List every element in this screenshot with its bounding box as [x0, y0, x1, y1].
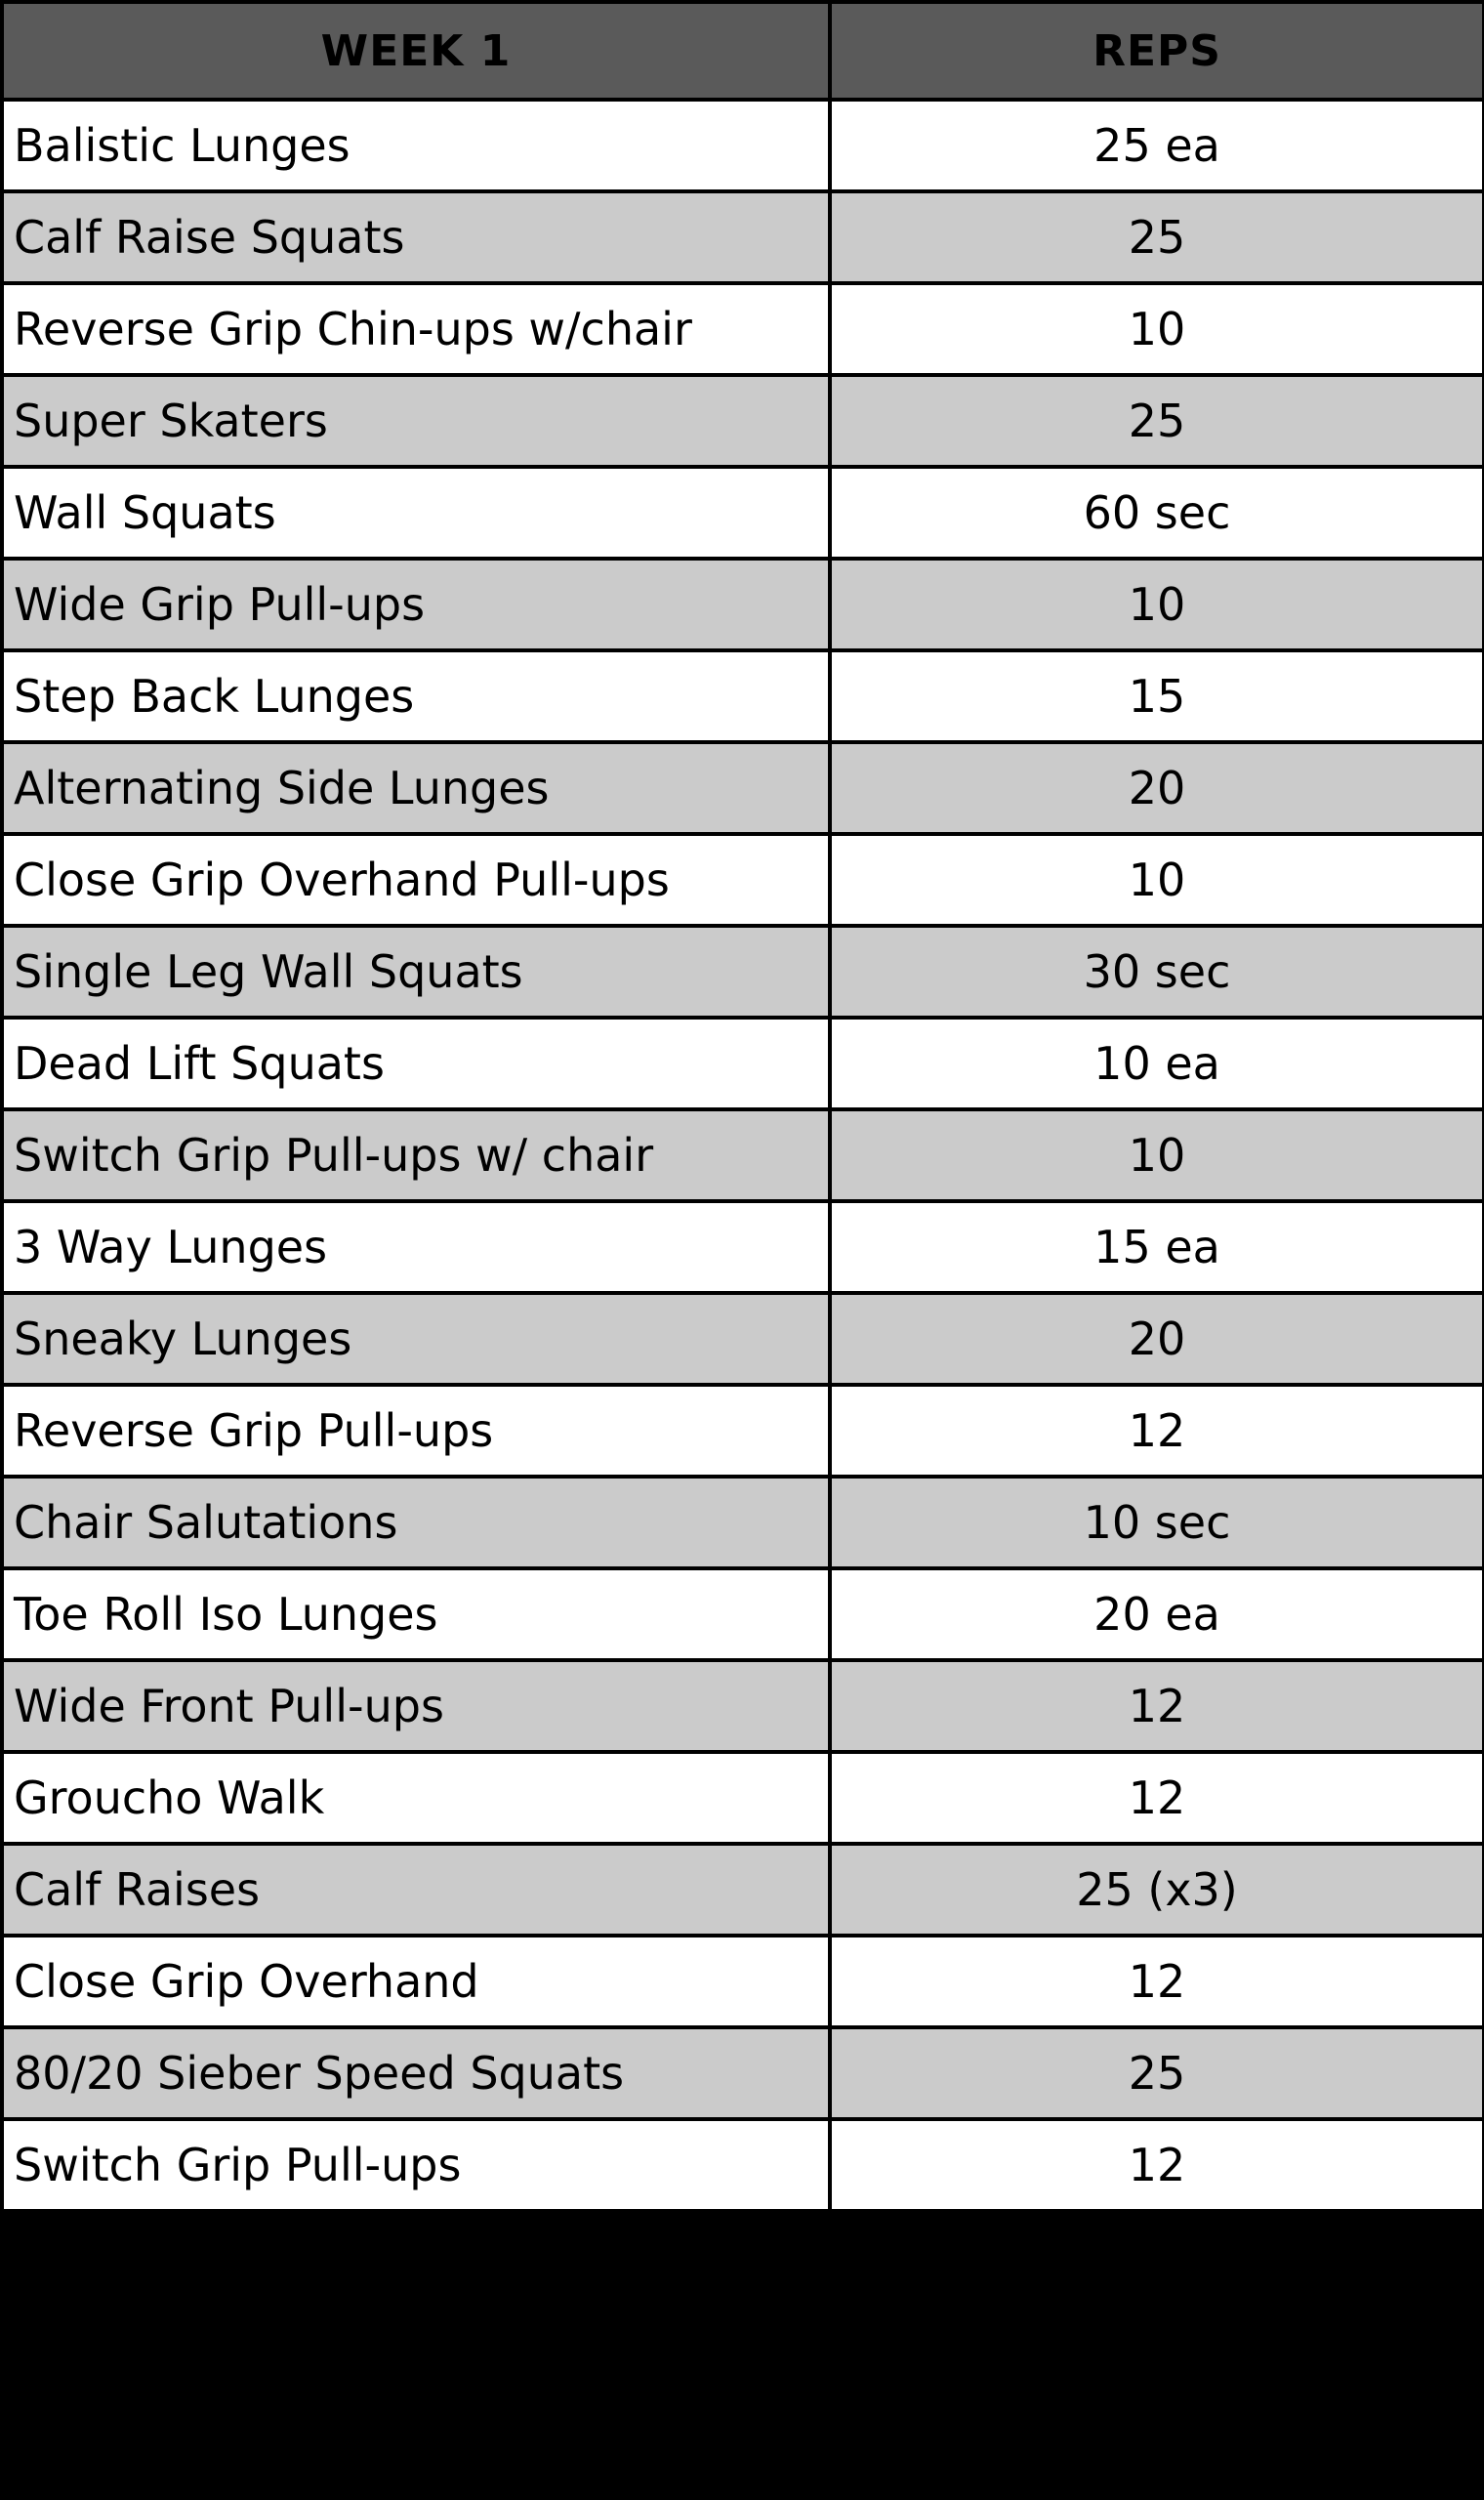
- exercise-cell: Switch Grip Pull-ups w/ chair: [2, 1109, 830, 1201]
- column-header-week: WEEK 1: [2, 2, 830, 100]
- exercise-cell: Single Leg Wall Squats: [2, 926, 830, 1018]
- reps-cell: 15: [830, 650, 1484, 742]
- reps-cell: 25: [830, 191, 1484, 283]
- table-row: [2, 834, 1484, 926]
- exercise-cell: Calf Raise Squats: [2, 191, 830, 283]
- reps-cell: 20: [830, 1293, 1484, 1385]
- table-row: [2, 1752, 1484, 1844]
- reps-cell: 12: [830, 1936, 1484, 2027]
- table-row: [2, 1660, 1484, 1752]
- table-row: [2, 1293, 1484, 1385]
- exercise-cell: Wide Front Pull-ups: [2, 1660, 830, 1752]
- exercise-cell: Switch Grip Pull-ups: [2, 2119, 830, 2211]
- reps-cell: 10: [830, 1109, 1484, 1201]
- reps-cell: 15 ea: [830, 1201, 1484, 1293]
- reps-cell: 30 sec: [830, 926, 1484, 1018]
- reps-cell: 25 (x3): [830, 1844, 1484, 1936]
- column-header-reps: REPS: [830, 2, 1484, 100]
- exercise-cell: Close Grip Overhand Pull-ups: [2, 834, 830, 926]
- reps-cell: 10: [830, 559, 1484, 650]
- table-row: [2, 1109, 1484, 1201]
- exercise-cell: Step Back Lunges: [2, 650, 830, 742]
- reps-cell: 60 sec: [830, 467, 1484, 559]
- reps-cell: 20: [830, 742, 1484, 834]
- exercise-cell: Toe Roll Iso Lunges: [2, 1568, 830, 1660]
- exercise-cell: Reverse Grip Chin-ups w/chair: [2, 283, 830, 375]
- reps-cell: 25: [830, 375, 1484, 467]
- exercise-cell: Wall Squats: [2, 467, 830, 559]
- table-row: [2, 1201, 1484, 1293]
- table-row: [2, 2027, 1484, 2119]
- table-row: [2, 375, 1484, 467]
- reps-cell: 12: [830, 1660, 1484, 1752]
- table-row: [2, 926, 1484, 1018]
- reps-cell: 25: [830, 2027, 1484, 2119]
- table-row: [2, 1018, 1484, 1109]
- table-row: [2, 467, 1484, 559]
- table-row: [2, 283, 1484, 375]
- table-row: [2, 100, 1484, 191]
- table-row: [2, 191, 1484, 283]
- exercise-cell: Alternating Side Lunges: [2, 742, 830, 834]
- reps-cell: 10: [830, 283, 1484, 375]
- exercise-cell: 3 Way Lunges: [2, 1201, 830, 1293]
- table-header-row: [2, 2, 1484, 100]
- reps-cell: 20 ea: [830, 1568, 1484, 1660]
- exercise-cell: Dead Lift Squats: [2, 1018, 830, 1109]
- exercise-cell: Reverse Grip Pull-ups: [2, 1385, 830, 1477]
- table-row: [2, 650, 1484, 742]
- table-row: [2, 1385, 1484, 1477]
- table-row: [2, 1477, 1484, 1568]
- reps-cell: 12: [830, 1752, 1484, 1844]
- table-row: [2, 559, 1484, 650]
- table-row: [2, 742, 1484, 834]
- reps-cell: 12: [830, 1385, 1484, 1477]
- reps-cell: 10 sec: [830, 1477, 1484, 1568]
- exercise-cell: Wide Grip Pull-ups: [2, 559, 830, 650]
- exercise-cell: Calf Raises: [2, 1844, 830, 1936]
- exercise-cell: 80/20 Sieber Speed Squats: [2, 2027, 830, 2119]
- exercise-cell: Super Skaters: [2, 375, 830, 467]
- exercise-cell: Balistic Lunges: [2, 100, 830, 191]
- exercise-cell: Sneaky Lunges: [2, 1293, 830, 1385]
- reps-cell: 12: [830, 2119, 1484, 2211]
- table-row: [2, 2119, 1484, 2211]
- exercise-cell: Groucho Walk: [2, 1752, 830, 1844]
- reps-cell: 25 ea: [830, 100, 1484, 191]
- table-row: [2, 1568, 1484, 1660]
- exercise-cell: Close Grip Overhand: [2, 1936, 830, 2027]
- exercise-cell: Chair Salutations: [2, 1477, 830, 1568]
- reps-cell: 10 ea: [830, 1018, 1484, 1109]
- table-row: [2, 1936, 1484, 2027]
- reps-cell: 10: [830, 834, 1484, 926]
- table-row: [2, 1844, 1484, 1936]
